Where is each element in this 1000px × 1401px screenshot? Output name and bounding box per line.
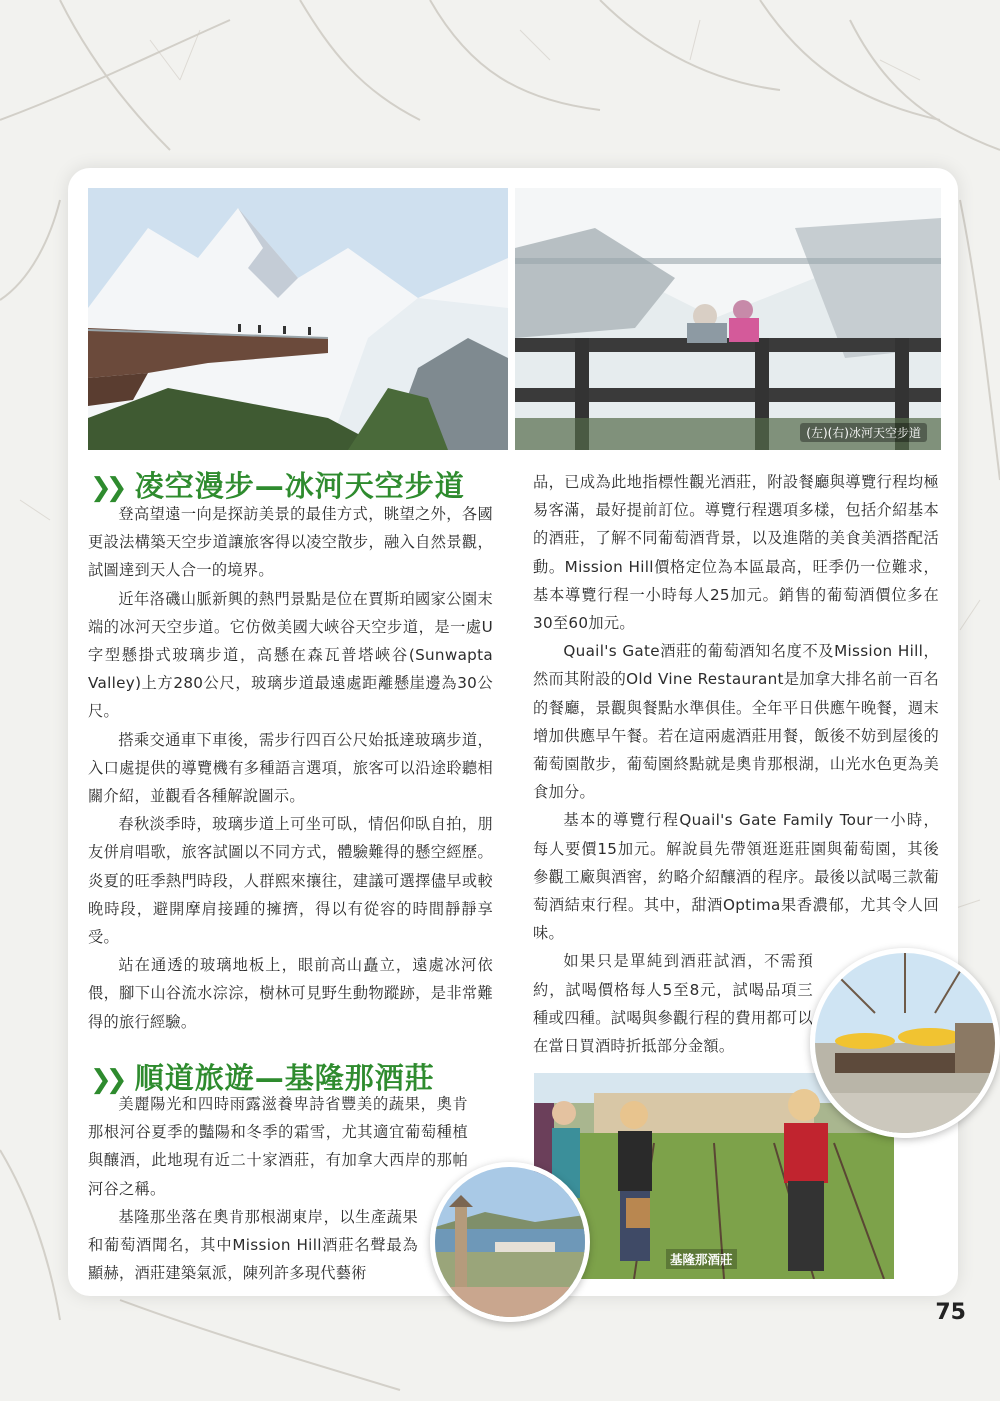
paragraph: 美麗陽光和四時雨露滋養卑詩省豐美的蔬果，奧肯那根河谷夏季的豔陽和冬季的霜雪，尤其適宜葡萄種植與釀酒，此地現有近二十家酒莊，有加拿大西岸的那帕河谷之稱。: [88, 1095, 468, 1198]
paragraph: Quail's Gate酒莊的葡萄酒知名度不及Mission Hill，然而其附設的Old Vine Restaurant是加拿大排名前一百名的餐廳，景觀與餐點水準俱佳。全年平日供應午晚餐，週末增加供應早午餐。若在這兩處酒莊用餐，飯後不妨到屋後的葡萄園散步，葡萄園終點就是奧肯那根湖，山光水色更為美食加分。: [533, 642, 939, 802]
photo-caption: (左)(右)冰河天空步道: [800, 423, 927, 442]
chevron-right-icon: ❯❯: [90, 473, 122, 503]
section-heading-text: 順道旅遊—基隆那酒莊: [134, 1061, 435, 1095]
restaurant-patio-circle-photo: [810, 948, 1000, 1138]
section-heading-text: 凌空漫步—冰河天空步道: [134, 469, 465, 503]
paragraph: 基本的導覽行程Quail's Gate Family Tour一小時，每人要價15加元。解說員先帶領逛逛莊園與葡萄園，其後參觀工廠與酒窖，約略介紹釀酒的程序。最後以試喝三款葡萄酒結束行程。其中，甜酒Optima果香濃郁，尤其令人回味。: [533, 811, 939, 943]
paragraph: 基隆那坐落在奧肯那根湖東岸，以生產蔬果和葡萄酒聞名，其中Mission Hill酒莊名聲最為顯赫，酒莊建築氣派，陳列許多現代藝術: [88, 1207, 418, 1283]
article-card: [68, 168, 958, 1296]
skywalk-mountain-photo: [88, 188, 508, 450]
paragraph: 搭乘交通車下車後，需步行四百公尺始抵達玻璃步道，入口處提供的導覽機有多種語言選項，旅客可以沿途聆聽相關介紹，並觀看各種解說圖示。: [88, 730, 493, 806]
chevron-right-icon: ❯❯: [90, 1065, 122, 1095]
left-column-section1: [88, 500, 493, 1036]
paragraph: 品，已成為此地指標性觀光酒莊，附設餐廳與導覽行程均極易客滿，最好提前訂位。導覽行程選項多樣，包括介紹基本的酒莊，了解不同葡萄酒背景，以及進階的美食美酒搭配活動。Mission Hill價格定位為本區最高，旺季仍一位難求，基本導覽行程一小時每人25加元。銷售的葡萄酒價位多在30至60加元。: [533, 473, 939, 633]
section-heading-skywalk: [90, 464, 465, 505]
paragraph: 近年洛磯山脈新興的熱門景點是位在賈斯珀國家公園末端的冰河天空步道。它仿傚美國大峽谷天空步道，是一處U字型懸掛式玻璃步道，高懸在森瓦普塔峽谷(Sunwapta Valley)上方280公尺，玻璃步道最遠處距離懸崖邊為30公尺。: [88, 589, 493, 721]
paragraph: 登高望遠一向是探訪美景的最佳方式，眺望之外，各國更設法構築天空步道讓旅客得以凌空散步，融入自然景觀，試圖達到天人合一的境界。: [88, 505, 493, 580]
glass-walkway-photo: [515, 188, 941, 450]
page-number: 75: [935, 1300, 966, 1325]
photo-caption: 基隆那酒莊: [666, 1249, 737, 1269]
paragraph: 春秋淡季時，玻璃步道上可坐可臥，情侶仰臥自拍，朋友併肩唱歌，旅客試圖以不同方式，體驗難得的懸空經歷。炎夏的旺季熱門時段，人群熙來攘往，建議可選擇儘早或較晚時段，避開摩肩接踵的擁擠，得以有從容的時間靜靜享受。: [88, 815, 493, 947]
paragraph: 如果只是單純到酒莊試酒，不需預約，試喝價格每人5至8元，試喝品項三種或四種。試喝與參觀行程的費用都可以在當日買酒時折抵部分金額。: [533, 952, 813, 1056]
lake-view-circle-photo: [430, 1162, 590, 1322]
paragraph: 站在通透的玻璃地板上，眼前高山矗立，遠處冰河依偎，腳下山谷流水淙淙，樹林可見野生動物蹤跡，是非常難得的旅行經驗。: [88, 956, 493, 1031]
